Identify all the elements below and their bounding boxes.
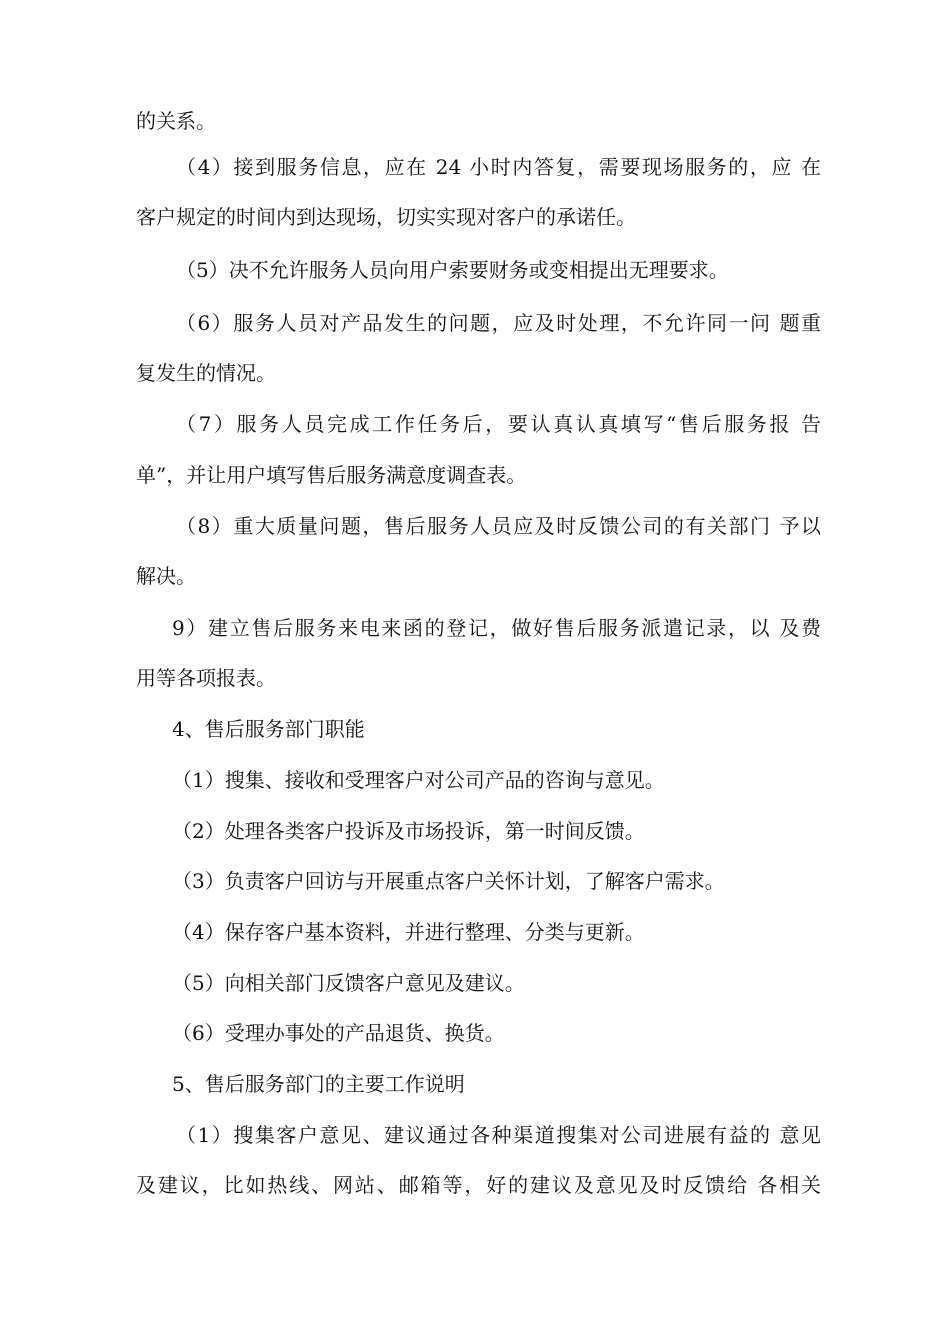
text-line: 解决。 — [136, 564, 196, 588]
text-line: （5）决不允许服务人员向用户索要财务或变相提出无理要求。 — [176, 258, 729, 282]
text-line: （6）受理办事处的产品退货、换货。 — [172, 1021, 505, 1045]
section-heading: 5、售后服务部门的主要工作说明 — [172, 1072, 465, 1096]
text-line: 客户规定的时间内到达现场，切实实现对客户的承诺任。 — [136, 205, 636, 229]
text-line: （6）服务人员对产品发生的问题，应及时处理，不允许同一问 题重 — [176, 311, 821, 335]
text-line: （4）保存客户基本资料，并进行整理、分类与更新。 — [172, 920, 645, 944]
text-line: （3）负责客户回访与开展重点客户关怀计划，了解客户需求。 — [172, 869, 725, 893]
text-line: （7）服务人员完成工作任务后，要认真认真填写“售后服务报 告 — [176, 412, 821, 436]
text-line: （1）搜集、接收和受理客户对公司产品的咨询与意见。 — [172, 768, 665, 792]
text-line: 的关系。 — [136, 109, 216, 133]
text-line: 9）建立售后服务来电来函的登记，做好售后服务派遣记录，以 及费 — [172, 616, 821, 640]
text-line: 用等各项报表。 — [136, 666, 276, 690]
text-line: 单”，并让用户填写售后服务满意度调查表。 — [136, 463, 527, 487]
text-line: （5）向相关部门反馈客户意见及建议。 — [172, 971, 525, 995]
text-line: 及建议，比如热线、网站、邮箱等，好的建议及意见及时反馈给 各相关 — [136, 1173, 821, 1197]
text-line: （4）接到服务信息，应在 24 小时内答复，需要现场服务的，应 在 — [176, 155, 821, 179]
text-line: （8）重大质量问题，售后服务人员应及时反馈公司的有关部门 予以 — [176, 514, 821, 538]
text-line: （1）搜集客户意见、建议通过各种渠道搜集对公司进展有益的 意见 — [176, 1123, 821, 1147]
text-line: （2）处理各类客户投诉及市场投诉，第一时间反馈。 — [172, 819, 645, 843]
text-line: 复发生的情况。 — [136, 361, 276, 385]
section-heading: 4、售后服务部门职能 — [172, 717, 365, 741]
